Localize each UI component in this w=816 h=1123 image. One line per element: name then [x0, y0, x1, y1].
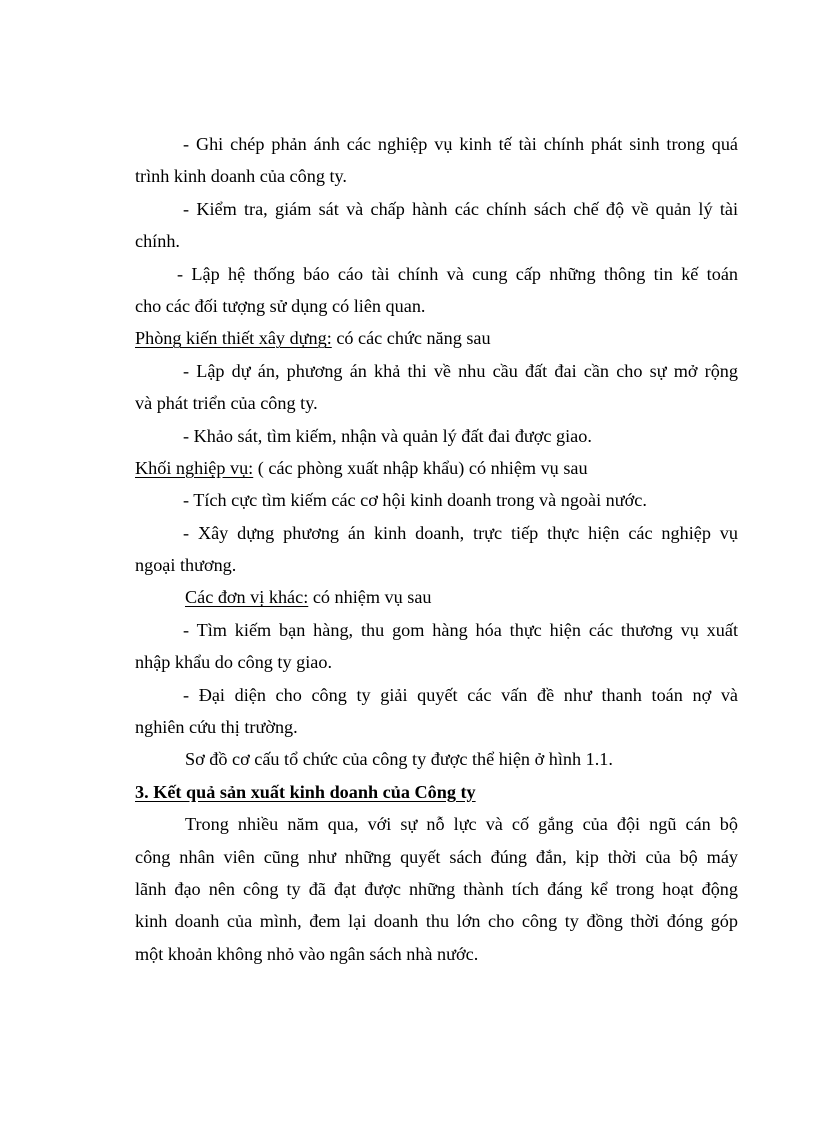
subheading-label: Khối nghiệp vụ:: [135, 457, 254, 478]
text-line: trình kinh doanh của công ty.: [135, 166, 347, 187]
text-line: cho các đối tượng sử dụng có liên quan.: [135, 295, 426, 316]
text-line: ngoại thương.: [135, 555, 237, 576]
bullet-line: - Đại diện cho công ty giải quyết các vấn đề như thanh toán nợ và: [183, 684, 738, 705]
subheading-label: Phòng kiến thiết xây dựng:: [135, 328, 332, 349]
paragraph-line: một khoản không nhỏ vào ngân sách nhà nước.: [135, 943, 479, 964]
subheading-phong-kien-thiet: [135, 322, 738, 354]
bullet-line: - Lập dự án, phương án khả thi về nhu cầu đất đai cần cho sự mở rộng: [183, 360, 738, 381]
bullet-line: - Ghi chép phản ánh các nghiệp vụ kinh tế tài chính phát sinh trong quá: [183, 134, 738, 154]
subheading-rest: có các chức năng sau: [331, 328, 491, 349]
subheading-rest: ( các phòng xuất nhập khẩu) có nhiệm vụ sau: [253, 457, 588, 478]
subheading-label: Các đơn vị khác:: [185, 587, 309, 608]
bullet-line: - Kiểm tra, giám sát và chấp hành các chính sách chế độ về quản lý tài: [183, 198, 738, 219]
text-line: chính.: [135, 231, 180, 252]
bullet-line: - Xây dựng phương án kinh doanh, trực tiếp thực hiện các nghiệp vụ: [183, 522, 738, 543]
text-line: và phát triển của công ty.: [135, 393, 318, 414]
paragraph-line: Trong nhiều năm qua, với sự nỗ lực và cố gắng của đội ngũ cán bộ: [185, 814, 738, 835]
paragraph-line: kinh doanh của mình, đem lại doanh thu lớn cho công ty đồng thời đóng góp: [135, 911, 738, 932]
section-heading: 3. Kết quả sản xuất kinh doanh của Công ty: [135, 781, 476, 802]
bullet-line: - Khảo sát, tìm kiếm, nhận và quản lý đất đai được giao.: [183, 425, 592, 446]
bullet-line: - Lập hệ thống báo cáo tài chính và cung cấp những thông tin kế toán: [177, 263, 738, 284]
subheading-khoi-nghiep-vu: [135, 452, 738, 484]
subheading-cac-don-vi-khac: [135, 581, 738, 613]
text-line: nhập khẩu do công ty giao.: [135, 652, 332, 673]
text-line: nghiên cứu thị trường.: [135, 717, 298, 738]
bullet-line: - Tìm kiếm bạn hàng, thu gom hàng hóa thực hiện các thương vụ xuất: [183, 619, 738, 640]
subheading-rest: có nhiệm vụ sau: [308, 587, 432, 608]
paragraph-line: lãnh đạo nên công ty đã đạt được những thành tích đáng kể trong hoạt động: [135, 878, 738, 899]
document-body: [135, 128, 738, 970]
figure-reference: Sơ đồ cơ cấu tổ chức của công ty được thể hiện ở hình 1.1.: [185, 749, 613, 770]
paragraph-line: công nhân viên cũng như những quyết sách đúng đắn, kịp thời của bộ máy: [135, 846, 738, 867]
bullet-line: - Tích cực tìm kiếm các cơ hội kinh doanh trong và ngoài nước.: [183, 490, 647, 511]
